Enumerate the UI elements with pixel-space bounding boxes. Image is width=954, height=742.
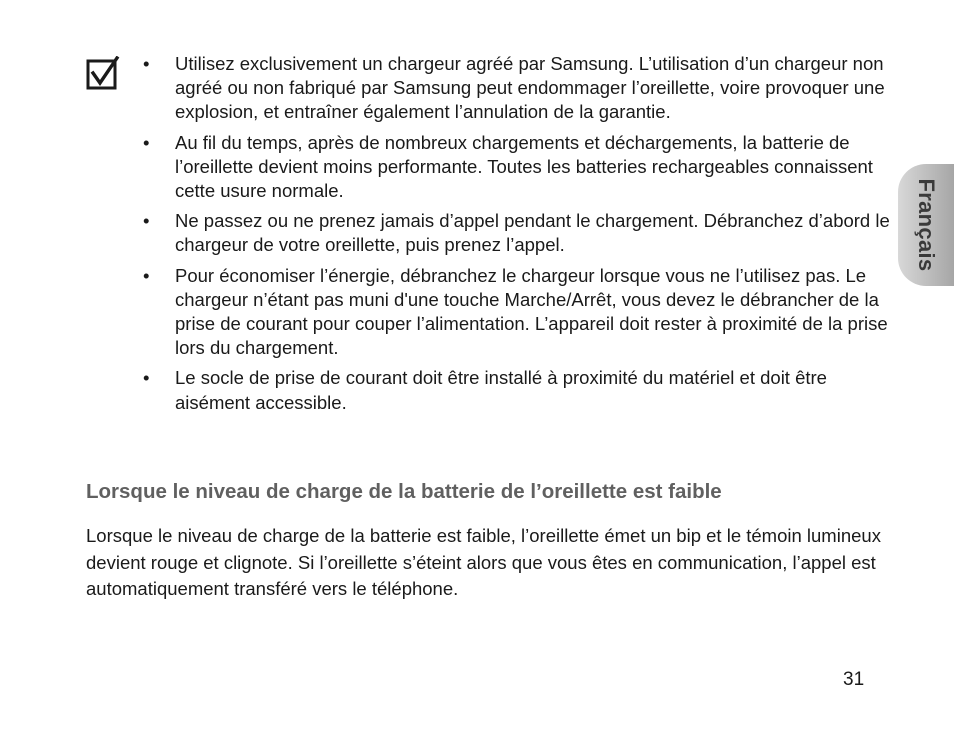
page-number: 31 <box>843 669 865 690</box>
list-item-text: Pour économiser l’énergie, débranchez le chargeur lorsque vous ne l’utilisez pas. Le chargeur n’étant pas muni d'une touche Marche/Arrêt, vous devez le débrancher de la prise de courant pour couper l’alimentation. L’appareil doit rester à proximité de la prise lors du chargement. <box>175 264 888 359</box>
bullet-dot: • <box>143 131 150 153</box>
bullet-dot: • <box>143 53 150 74</box>
bullet-dot: • <box>143 210 150 232</box>
checkbox-check-icon <box>86 56 120 90</box>
bullet-dot: • <box>143 264 150 286</box>
section-body-text: Lorsque le niveau de charge de la batterie est faible, l’oreillette émet un bip et le témoin lumineux devient rouge et clignote. Si l’oreillette s’éteint alors que vous êtes en communication, l’appel est automatiquement transféré vers le téléphone. <box>86 525 881 599</box>
list-item <box>143 366 893 414</box>
bullet-dot: • <box>143 367 150 389</box>
list-item <box>143 131 893 204</box>
list-item-text: Le socle de prise de courant doit être installé à proximité du matériel et doit être aisément accessible. <box>175 367 827 413</box>
list-item <box>143 52 893 125</box>
language-tab-label: Français <box>914 178 939 272</box>
list-item-text: Ne passez ou ne prenez jamais d’appel pendant le chargement. Débranchez d’abord le chargeur de votre oreillette, puis prenez l’appel. <box>175 210 890 256</box>
list-item <box>143 209 893 257</box>
list-item-text: Au fil du temps, après de nombreux chargements et déchargements, la batterie de l’oreillette devient moins performante. Toutes les batteries rechargeables connaissent cette usure normale. <box>175 131 873 202</box>
list-item-text: Utilisez exclusivement un chargeur agréé par Samsung. L’utilisation d’un chargeur non agréé ou non fabriqué par Samsung peut endommager l’oreillette, voire provoquer une explosion, et entraîner également l’annulation de la garantie. <box>175 53 885 123</box>
language-tab <box>898 164 954 286</box>
note-bullet-list <box>143 52 893 421</box>
list-item <box>143 264 893 361</box>
section-heading: Lorsque le niveau de charge de la batterie de l’oreillette est faible <box>86 480 722 503</box>
